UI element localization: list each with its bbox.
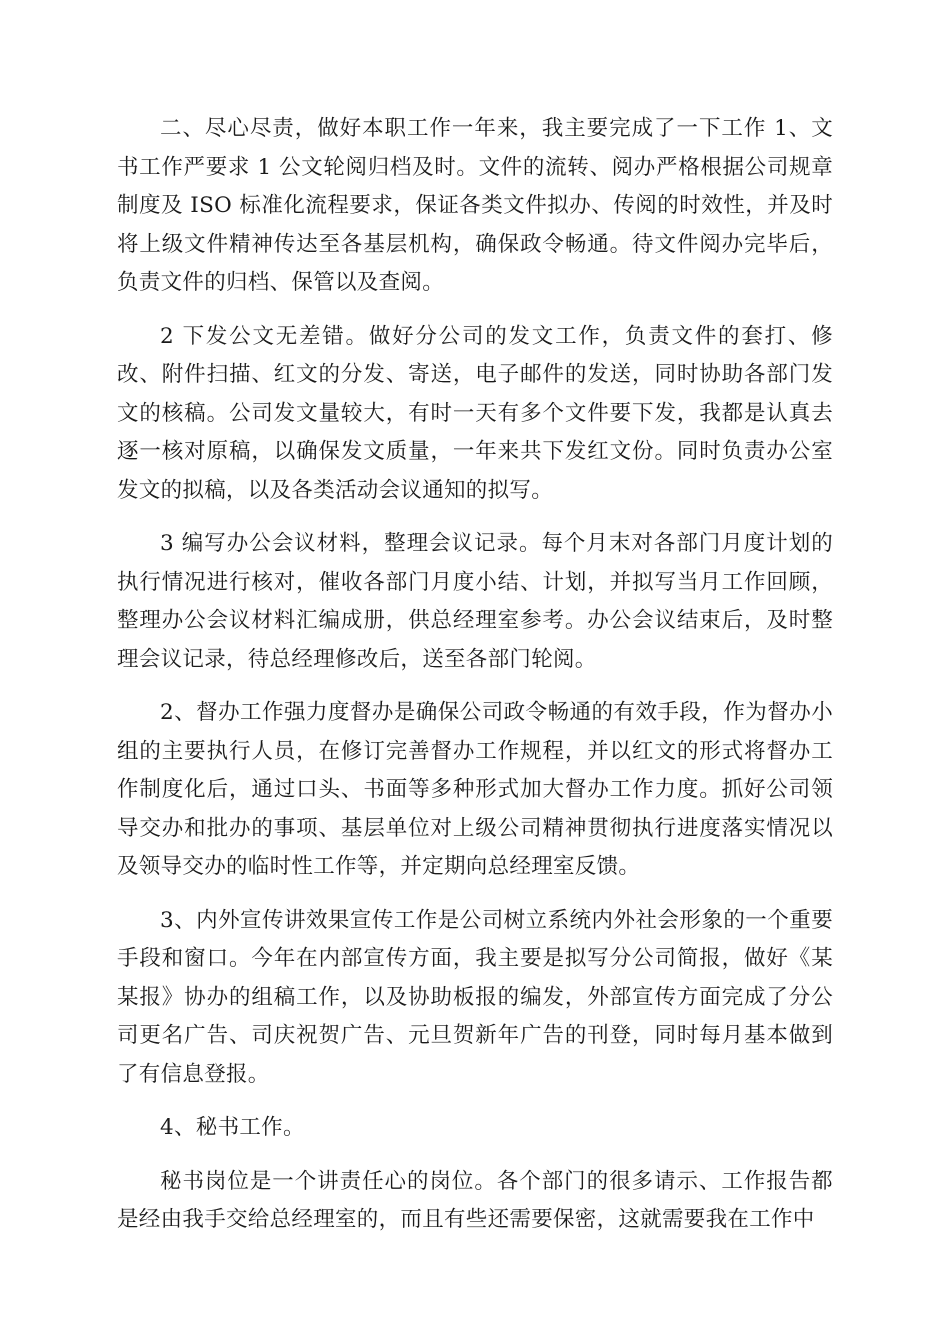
paragraph-5: 3、内外宣传讲效果宣传工作是公司树立系统内外社会形象的一个重要手段和窗口。今年在内部宣传方面，我主要是拟写分公司简报，做好《某某报》协办的组稿工作，以及协助板报的编发，外部宣传方面完成了分公司更名广告、司庆祝贺广告、元旦贺新年广告的刊登，同时每月基本做到了有信息登报。 bbox=[117, 907, 833, 1087]
paragraph-7: 秘书岗位是一个讲责任心的岗位。各个部门的很多请示、工作报告都是经由我手交给总经理室的，而且有些还需要保密，这就需要我在工作中 bbox=[117, 1168, 833, 1232]
paragraph-3: 3 编写办公会议材料，整理会议记录。每个月末对各部门月度计划的执行情况进行核对，催收各部门月度小结、计划，并拟写当月工作回顾，整理办公会议材料汇编成册，供总经理室参考。办公会议结束后，及时整理会议记录，待总经理修改后，送至各部门轮阅。 bbox=[117, 531, 833, 672]
paragraph-4: 2、督办工作强力度督办是确保公司政令畅通的有效手段，作为督办小组的主要执行人员，在修订完善督办工作规程，并以红文的形式将督办工作制度化后，通过口头、书面等多种形式加大督办工作力度。抓好公司领导交办和批办的事项、基层单位对上级公司精神贯彻执行进度落实情况以及领导交办的临时性工作等，并定期向总经理室反馈。 bbox=[117, 700, 833, 879]
paragraph-1: 二、尽心尽责，做好本职工作一年来，我主要完成了一下工作 1、文书工作严要求 1 公文轮阅归档及时。文件的流转、阅办严格根据公司规章制度及 ISO 标准化流程要求，保证各类文件拟办、传阅的时效性，并及时将上级文件精神传达至各基层机构，确保政令畅通。待文件阅办完毕后，负责文件的归档、保管以及查阅。 bbox=[117, 116, 833, 295]
paragraph-2: 2 下发公文无差错。做好分公司的发文工作，负责文件的套打、修改、附件扫描、红文的分发、寄送，电子邮件的发送，同时协助各部门发文的核稿。公司发文量较大，有时一天有多个文件要下发，我都是认真去逐一核对原稿，以确保发文质量，一年来共下发红文份。同时负责办公室发文的拟稿，以及各类活动会议通知的拟写。 bbox=[117, 323, 833, 503]
document-body bbox=[117, 110, 833, 1255]
paragraph-6: 4、秘书工作。 bbox=[160, 1115, 305, 1140]
